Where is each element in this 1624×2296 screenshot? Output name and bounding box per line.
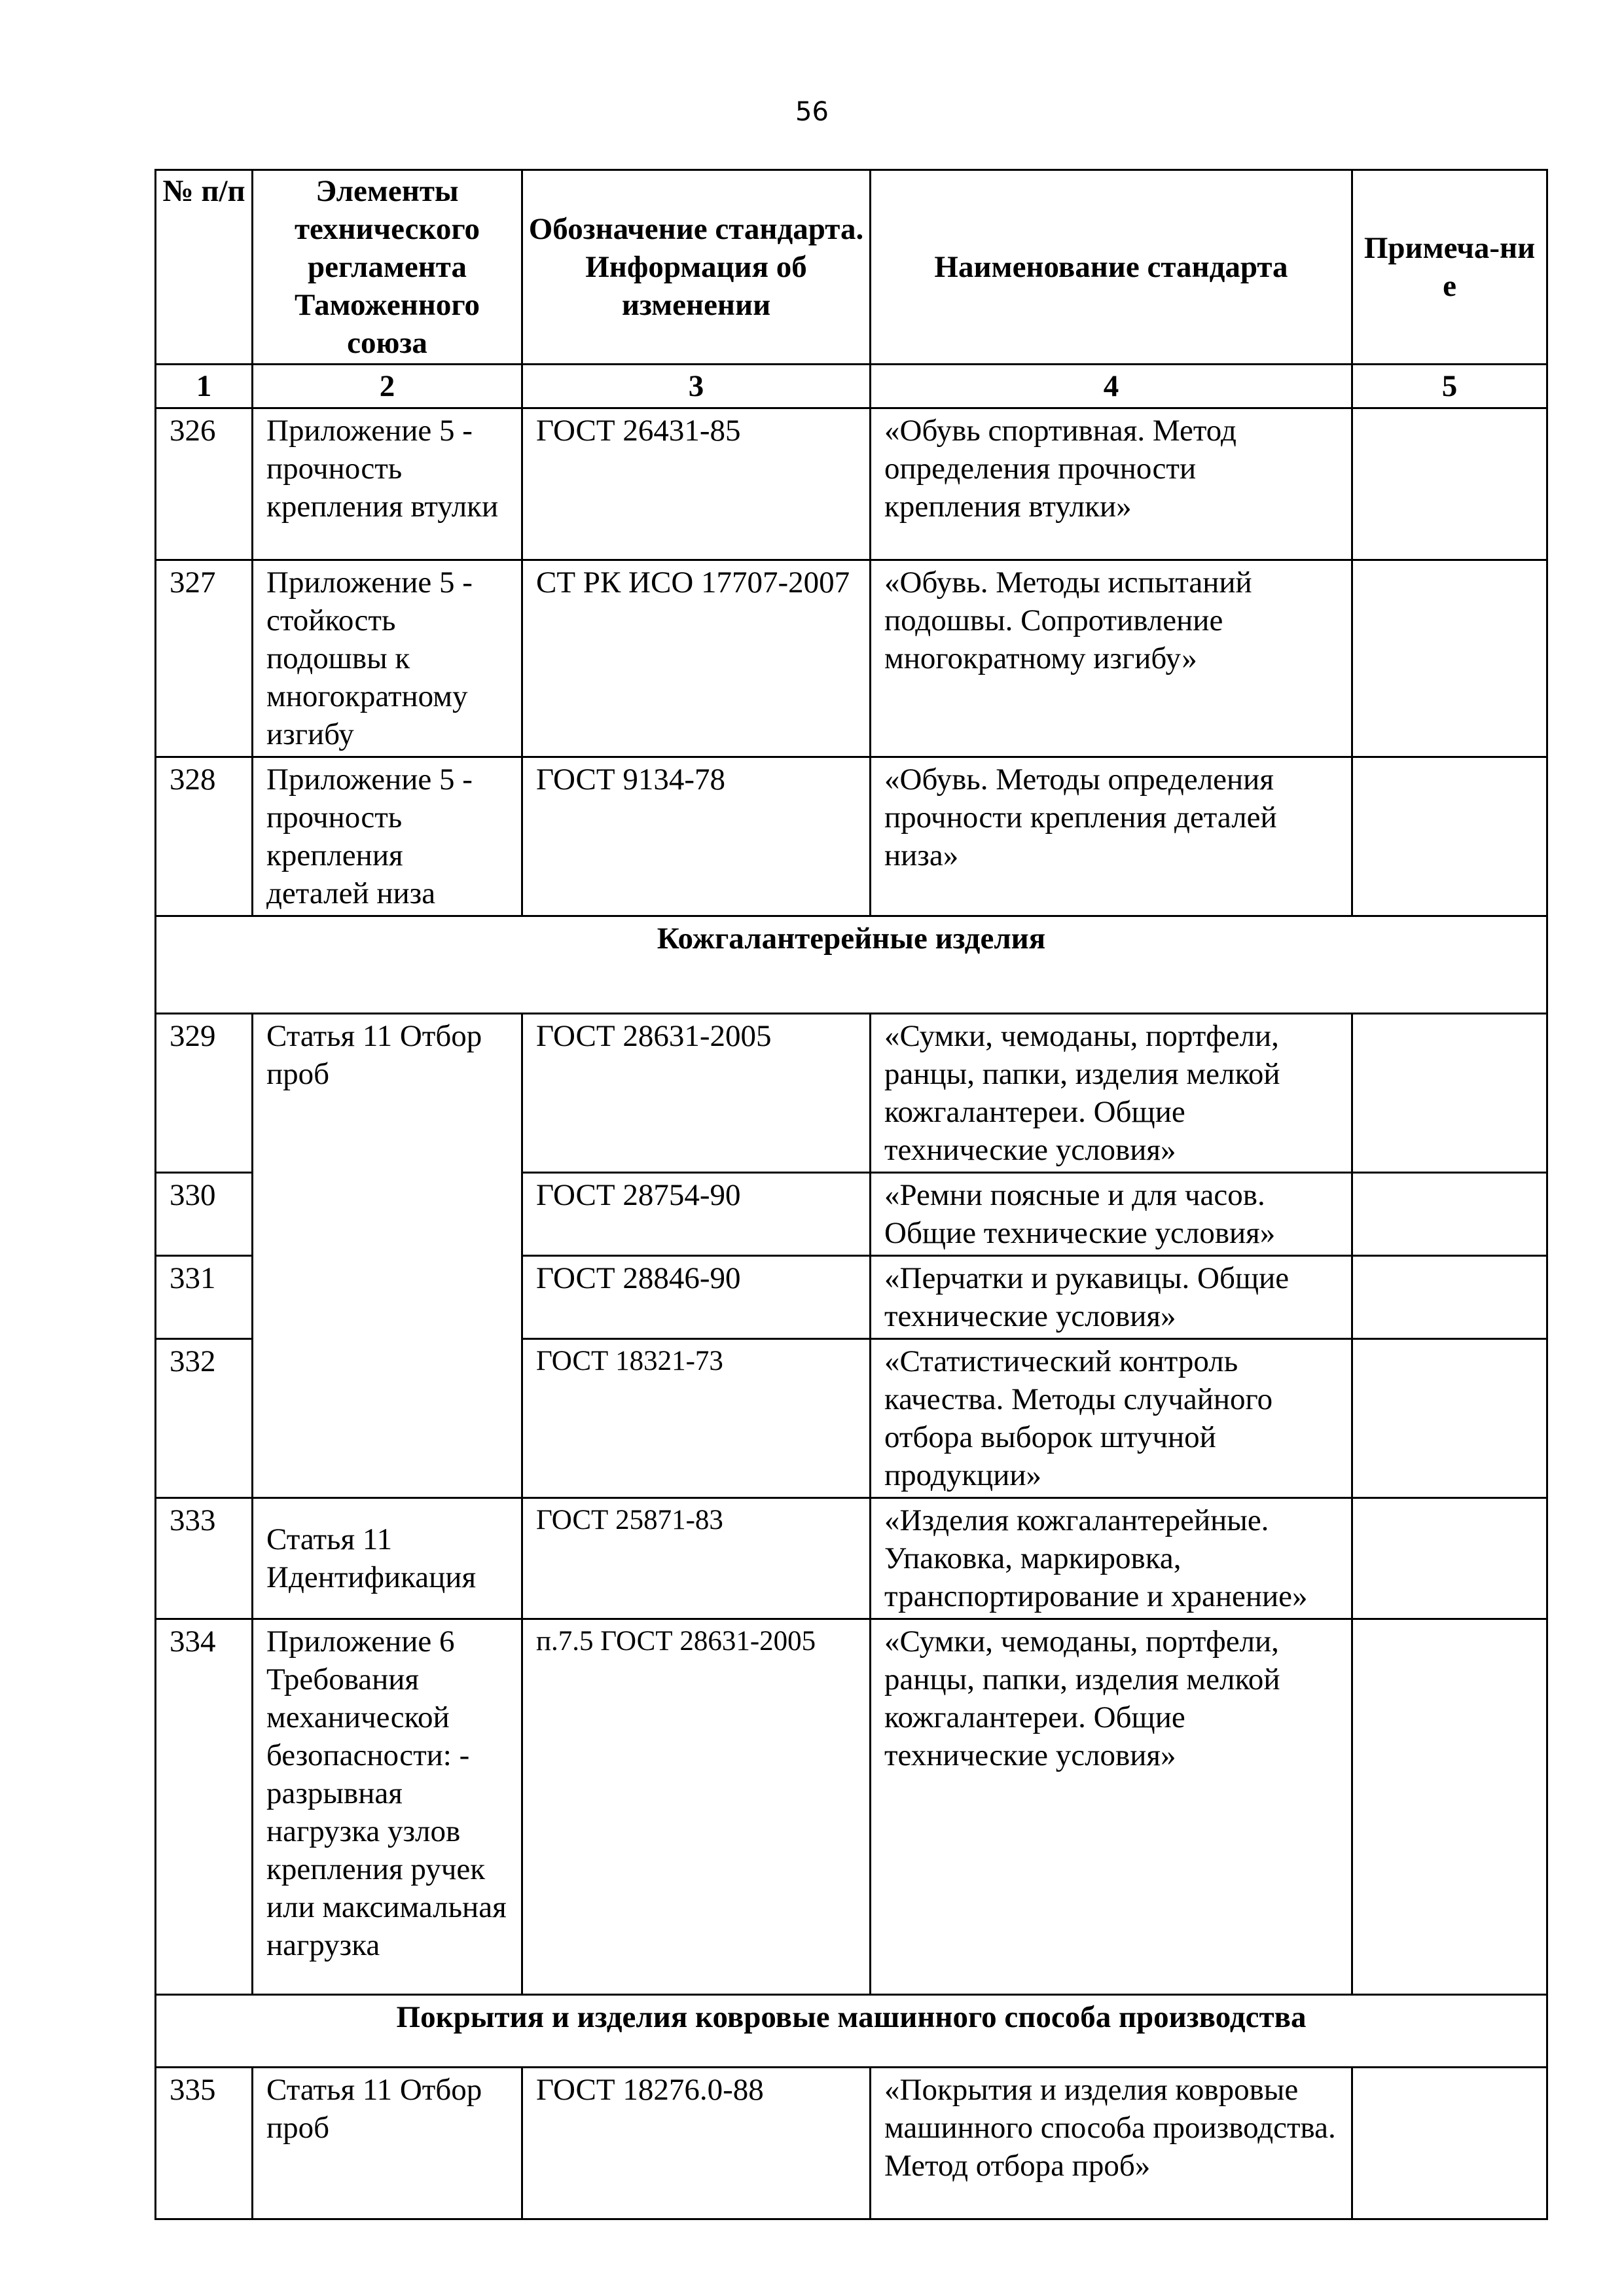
row-element: Статья 11 Отбор проб [253, 1014, 522, 1498]
row-note [1352, 1014, 1547, 1173]
row-standard-code: п.7.5 ГОСТ 28631-2005 [522, 1619, 871, 1995]
row-number: 329 [156, 1014, 253, 1173]
section-heading-row [156, 1995, 1547, 2068]
row-element: Приложение 5 - стойкость подошвы к многократному изгибу [253, 560, 522, 757]
row-note [1352, 1498, 1547, 1619]
row-standard-code: СТ РК ИСО 17707-2007 [522, 560, 871, 757]
row-number: 331 [156, 1256, 253, 1339]
table-row [156, 1498, 1547, 1619]
row-note [1352, 1339, 1547, 1498]
table-row [156, 408, 1547, 560]
row-standard-name: «Сумки, чемоданы, портфели, ранцы, папки, изделия мелкой кожгалантереи. Общие технические условия» [871, 1619, 1352, 1995]
header-row [156, 170, 1547, 365]
row-element: Статья 11 Отбор проб [253, 2068, 522, 2219]
row-element: Приложение 6 Требования механической безопасности: - разрывная нагрузка узлов крепления ручек или максимальная нагрузка [253, 1619, 522, 1995]
row-number: 333 [156, 1498, 253, 1619]
row-number: 326 [156, 408, 253, 560]
column-index: 4 [871, 365, 1352, 408]
row-standard-code: ГОСТ 28846-90 [522, 1256, 871, 1339]
row-number: 330 [156, 1173, 253, 1256]
row-standard-code: ГОСТ 25871-83 [522, 1498, 871, 1619]
row-note [1352, 1619, 1547, 1995]
table-row [156, 1014, 1547, 1173]
row-standard-name: «Изделия кожгалантерейные. Упаковка, маркировка, транспортирование и хранение» [871, 1498, 1352, 1619]
row-standard-code: ГОСТ 18321-73 [522, 1339, 871, 1498]
column-index: 1 [156, 365, 253, 408]
row-number: 334 [156, 1619, 253, 1995]
row-note [1352, 2068, 1547, 2219]
row-standard-name: «Ремни поясные и для часов. Общие технические условия» [871, 1173, 1352, 1256]
row-standard-name: «Обувь. Методы определения прочности крепления деталей низа» [871, 757, 1352, 916]
row-note [1352, 757, 1547, 916]
row-standard-code: ГОСТ 28754-90 [522, 1173, 871, 1256]
row-standard-name: «Покрытия и изделия ковровые машинного способа производства. Метод отбора проб» [871, 2068, 1352, 2219]
column-index-row [156, 365, 1547, 408]
row-number: 327 [156, 560, 253, 757]
row-note [1352, 560, 1547, 757]
table-row [156, 757, 1547, 916]
row-standard-code: ГОСТ 28631-2005 [522, 1014, 871, 1173]
column-index: 3 [522, 365, 871, 408]
table-row [156, 2068, 1547, 2219]
row-standard-name: «Обувь. Методы испытаний подошвы. Сопротивление многократному изгибу» [871, 560, 1352, 757]
table-row [156, 1619, 1547, 1995]
row-standard-name: «Обувь спортивная. Метод определения прочности крепления втулки» [871, 408, 1352, 560]
row-standard-code: ГОСТ 26431-85 [522, 408, 871, 560]
header-standard-name: Наименование стандарта [871, 170, 1352, 365]
header-note: Примеча-ние [1352, 170, 1547, 365]
row-element: Приложение 5 - прочность крепления деталей низа [253, 757, 522, 916]
row-note [1352, 408, 1547, 560]
row-standard-code: ГОСТ 18276.0-88 [522, 2068, 871, 2219]
row-standard-name: «Статистический контроль качества. Методы случайного отбора выборок штучной продукции» [871, 1339, 1352, 1498]
standards-table [154, 169, 1548, 2220]
row-number: 328 [156, 757, 253, 916]
table-row [156, 560, 1547, 757]
row-number: 335 [156, 2068, 253, 2219]
section-heading: Покрытия и изделия ковровые машинного способа производства [156, 1995, 1547, 2068]
row-note [1352, 1256, 1547, 1339]
section-heading-row [156, 916, 1547, 1014]
row-note [1352, 1173, 1547, 1256]
column-index: 5 [1352, 365, 1547, 408]
section-heading: Кожгалантерейные изделия [156, 916, 1547, 1014]
row-standard-name: «Перчатки и рукавицы. Общие технические условия» [871, 1256, 1352, 1339]
row-element: Статья 11 Идентификация [253, 1498, 522, 1619]
header-number: № п/п [156, 170, 253, 365]
page-number: 56 [795, 97, 829, 127]
column-index: 2 [253, 365, 522, 408]
header-elements: Элементы технического регламента Таможенного союза [253, 170, 522, 365]
header-designation: Обозначение стандарта. Информация об изменении [522, 170, 871, 365]
row-element: Приложение 5 - прочность крепления втулки [253, 408, 522, 560]
row-standard-code: ГОСТ 9134-78 [522, 757, 871, 916]
row-standard-name: «Сумки, чемоданы, портфели, ранцы, папки, изделия мелкой кожгалантереи. Общие технические условия» [871, 1014, 1352, 1173]
row-number: 332 [156, 1339, 253, 1498]
